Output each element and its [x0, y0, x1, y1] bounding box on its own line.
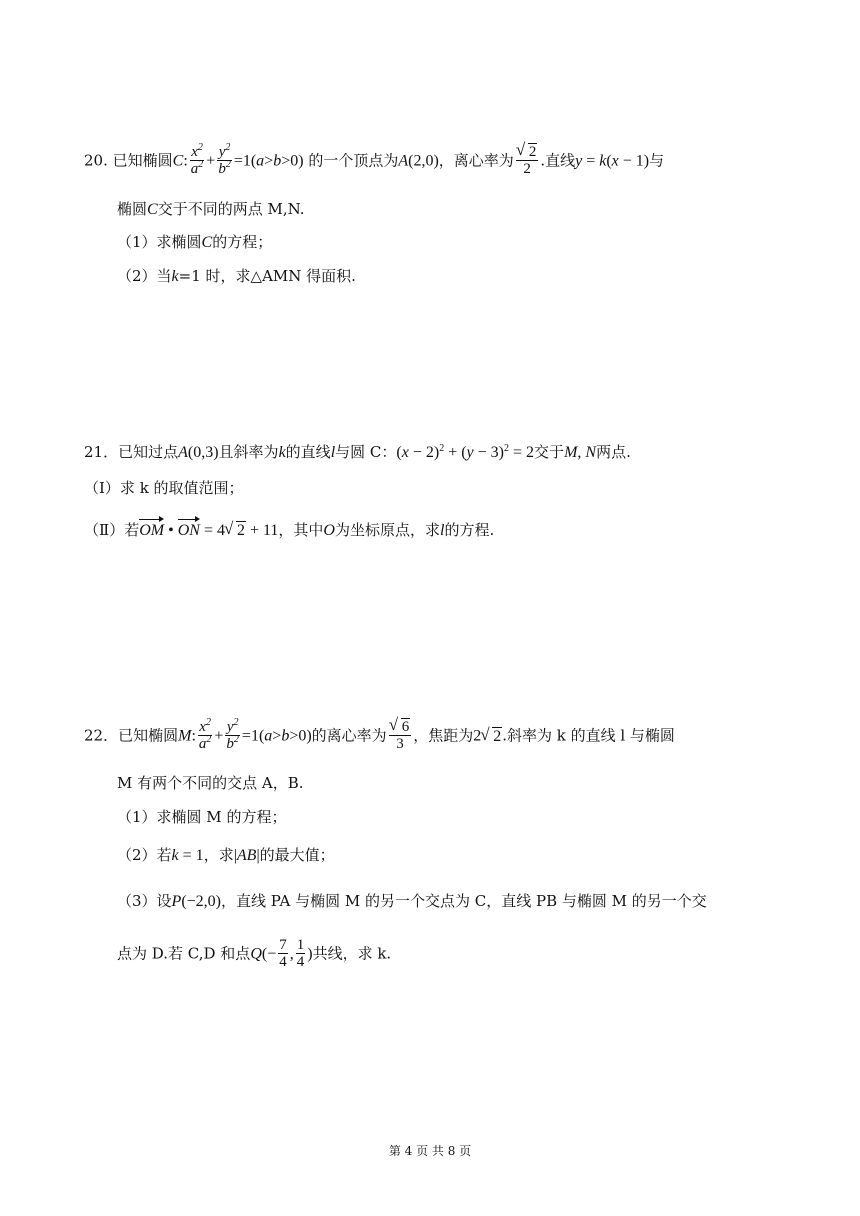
sqrt: √ 2: [225, 521, 246, 541]
q20-ellipse-eq: C: [172, 152, 184, 170]
fraction: $\frac{y^2}{b^2}$: [226, 717, 239, 752]
q20-text: 已知椭圆: [112, 151, 173, 170]
eccentricity-fraction: √ $\frac{2}{2}$: [516, 144, 539, 177]
vector-om: OM: [139, 517, 164, 541]
q21-line1: 21．已知过点A(0,3)且斜率为k的直线l与圆 C：$(x - 2)^2 + (y - 3)^2 = 2$交于M, N两点.: [84, 443, 631, 461]
q22-part3-cont: 点为 D.若 C,D 和点Q(− $\frac{7}{4}$ , $\frac{1}{4}$ )共线，求 k.: [117, 937, 392, 970]
q22-part3: （3）设P(−2,0)，直线 PA 与椭圆 M 的另一个交点为 C，直线 PB 与椭圆 M 的另一个交: [117, 892, 707, 910]
q20-part2: （2）当k=1 时，求△AMN 得面积.: [117, 267, 356, 285]
q20-line1: 20. 已知椭圆C: $\frac{x^2}{a^2}$ + $\frac{y^2}{b^2}$ =1(a>b>0) 的一个顶点为A(2,0)，离心率为 √ $\frac{2}{2}$ .直线y = k(x − 1)与: [84, 145, 664, 178]
q21-part1: （Ⅰ）求 k 的取值范围；: [84, 479, 244, 497]
fraction: $\frac{x^2}{a^2}$: [190, 142, 204, 177]
q21-number: 21．: [84, 443, 119, 461]
q21-part2: （Ⅱ）若OM • ON = 4√ 2 + 11，其中O为坐标原点，求l的方程.: [84, 517, 494, 541]
q22-part2: （2）若k = 1，求|AB|的最大值；: [117, 846, 335, 864]
eccentricity-fraction: √ $\frac{6}{3}$: [389, 719, 412, 752]
page-footer: 第 4 页 共 8 页: [388, 1144, 472, 1158]
q22-line1: 22．已知椭圆M: $\frac{x^2}{a^2}$ + $\frac{y^2}{b^2}$ =1(a>b>0)的离心率为 √ $\frac{6}{3}$ ，焦距为2√ 2.斜率为 k 的直线 l 与椭圆: [84, 720, 675, 753]
q22-part1: （1）求椭圆 M 的方程；: [117, 808, 287, 826]
fraction: $\frac{y^2}{b^2}$: [218, 142, 231, 177]
q20-number: 20.: [84, 151, 108, 170]
fraction: $\frac{7}{4}$: [279, 937, 287, 970]
fraction: $\frac{x^2}{a^2}$: [198, 717, 212, 752]
q22-line2: M 有两个不同的交点 A，B.: [117, 774, 304, 792]
fraction: $\frac{1}{4}$: [296, 937, 305, 970]
vector-on: ON: [178, 517, 200, 541]
q22-number: 22．: [84, 726, 119, 745]
q20-part1: （1）求椭圆C的方程；: [117, 233, 273, 251]
q20-line2: 椭圆C交于不同的两点 M,N.: [117, 200, 305, 218]
